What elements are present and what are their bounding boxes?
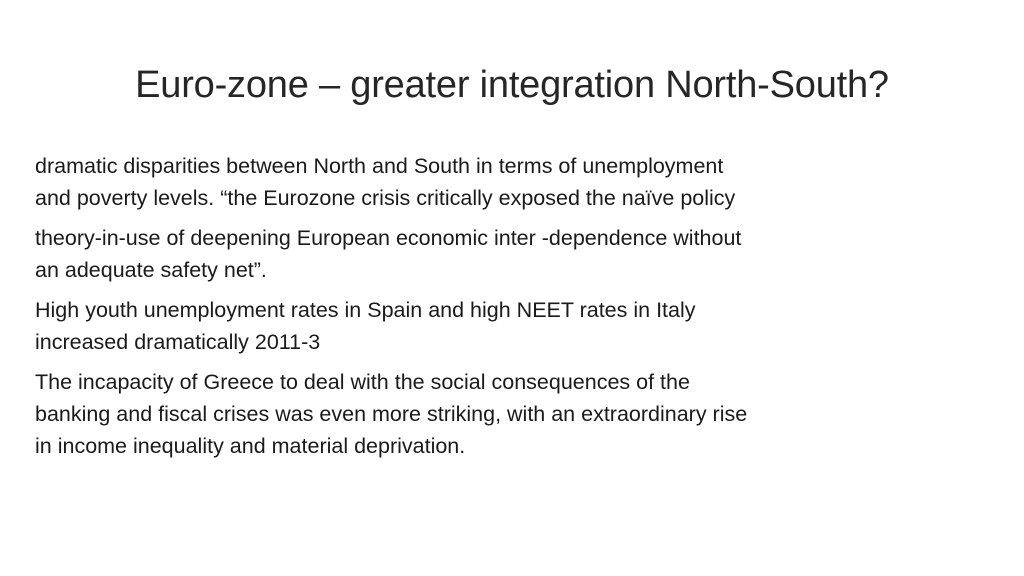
text-line: banking and fiscal crises was even more striking, with an extraordinary rise bbox=[35, 402, 748, 426]
slide-title: Euro-zone – greater integration North-South? bbox=[135, 64, 889, 106]
text-line: increased dramatically 2011-3 bbox=[35, 330, 321, 354]
paragraph-disparities bbox=[35, 150, 975, 214]
slide-body bbox=[35, 150, 975, 470]
text-line: in income inequality and material deprivation. bbox=[35, 434, 466, 458]
text-line: The incapacity of Greece to deal with the social consequences of the bbox=[35, 370, 690, 394]
paragraph-greece bbox=[35, 366, 975, 462]
paragraph-youth-unemployment bbox=[35, 294, 975, 358]
text-line: theory-in-use of deepening European economic inter -dependence without bbox=[35, 226, 742, 250]
text-line: High youth unemployment rates in Spain and high NEET rates in Italy bbox=[35, 298, 696, 322]
text-line: dramatic disparities between North and South in terms of unemployment bbox=[35, 154, 724, 178]
text-line: and poverty levels. “the Eurozone crisis critically exposed the naïve policy bbox=[35, 186, 736, 210]
paragraph-theory-in-use bbox=[35, 222, 975, 286]
text-line: an adequate safety net”. bbox=[35, 258, 267, 282]
